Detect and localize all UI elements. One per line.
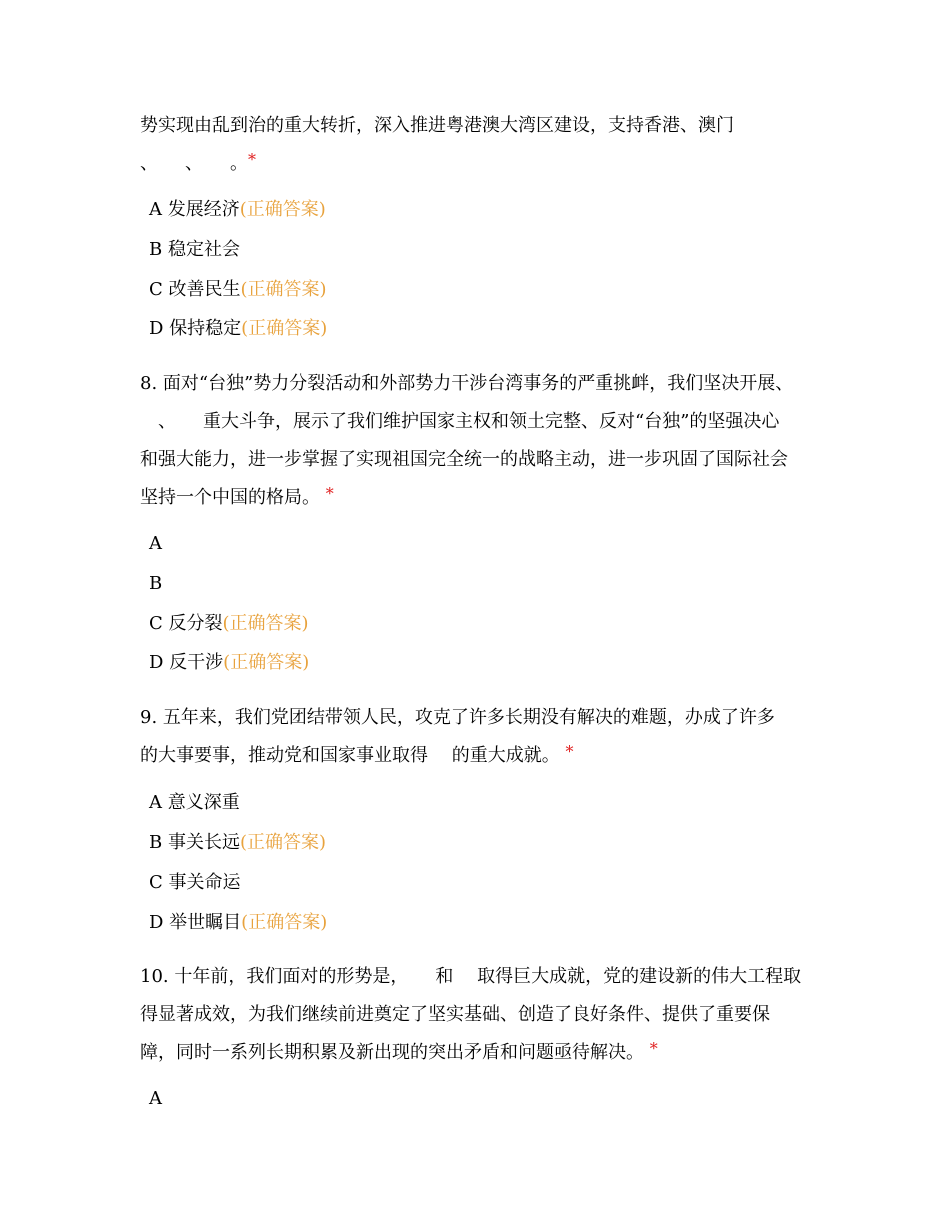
q7-text-line-1: 势实现由乱到治的重大转折，深入推进粤港澳大湾区建设，支持香港、澳门 (140, 115, 734, 136)
correct-answer-tag: (正确答案) (240, 279, 327, 300)
correct-answer-tag: (正确答案) (241, 912, 328, 933)
q10-text-line-3: 障，同时一系列长期积累及新出现的突出矛盾和问题亟待解决。 * (140, 1039, 658, 1063)
required-star: * (248, 150, 256, 169)
q9-option-a[interactable]: A 意义深重 (149, 792, 240, 813)
required-star: * (325, 484, 334, 503)
q8-text-line-4: 坚持一个中国的格局。 * (140, 484, 334, 508)
q9-option-c[interactable]: C 事关命运 (149, 872, 241, 893)
q9-option-b[interactable]: B 事关长远(正确答案) (149, 832, 327, 853)
q10-text-line-1: 10. 十年前，我们面对的形势是， 和 取得巨大成就，党的建设新的伟大工程取 (140, 966, 802, 987)
q7-text-line-2: 、 、 。* (140, 150, 256, 174)
correct-answer-tag: (正确答案) (239, 832, 327, 853)
correct-answer-tag: (正确答案) (222, 613, 309, 634)
required-star: * (565, 742, 574, 761)
q9-text-line-2: 的大事要事，推动党和国家事业取得 的重大成就。 * (140, 742, 574, 766)
q8-option-a[interactable]: A (149, 533, 162, 554)
q8-text-line-1: 8. 面对“台独”势力分裂活动和外部势力干涉台湾事务的严重挑衅，我们坚决开展、 (140, 373, 794, 394)
q8-text-line-2: 、 重大斗争，展示了我们维护国家主权和领土完整、反对“台独”的坚强决心 (140, 411, 780, 432)
q10-text-line-2: 得显著成效，为我们继续前进奠定了坚实基础、创造了良好条件、提供了重要保 (140, 1004, 770, 1025)
correct-answer-tag: (正确答案) (241, 318, 328, 339)
q8-option-b[interactable]: B (149, 573, 163, 594)
required-star: * (649, 1039, 658, 1058)
correct-answer-tag: (正确答案) (239, 199, 326, 220)
q7-option-b[interactable]: B 稳定社会 (149, 239, 240, 260)
q9-text-line-1: 9. 五年来，我们党团结带领人民，攻克了许多长期没有解决的难题，办成了许多 (140, 707, 775, 728)
q8-option-c[interactable]: C 反分裂(正确答案) (149, 613, 309, 634)
q8-option-d[interactable]: D 反干涉(正确答案) (149, 652, 310, 673)
q10-option-a[interactable]: A (149, 1088, 162, 1109)
q9-option-d[interactable]: D 举世瞩目(正确答案) (149, 912, 328, 933)
correct-answer-tag: (正确答案) (223, 652, 310, 673)
q7-option-a[interactable]: A 发展经济(正确答案) (149, 199, 326, 220)
q7-option-d[interactable]: D 保持稳定(正确答案) (149, 318, 328, 339)
q7-option-c[interactable]: C 改善民生(正确答案) (149, 279, 327, 300)
q8-text-line-3: 和强大能力，进一步掌握了实现祖国完全统一的战略主动，进一步巩固了国际社会 (140, 449, 788, 470)
